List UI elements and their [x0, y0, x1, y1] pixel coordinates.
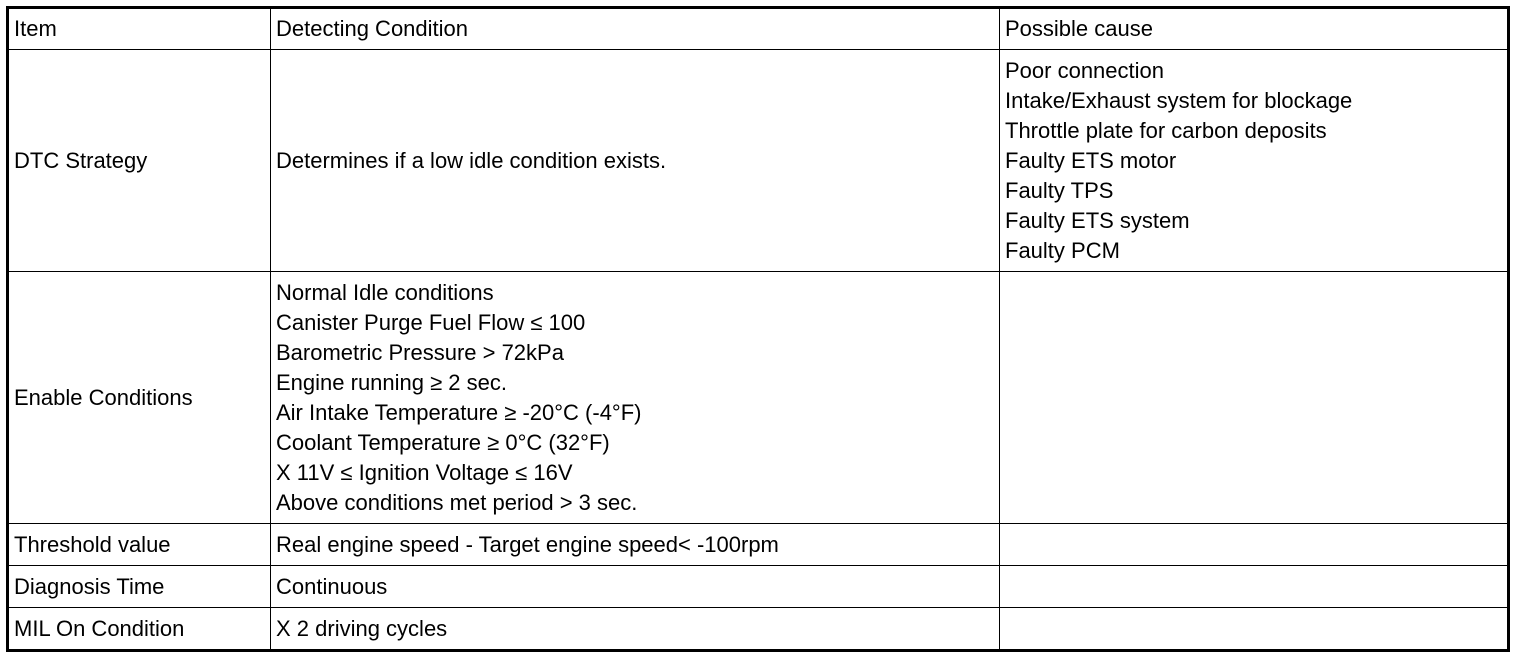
cause-cell	[1000, 566, 1509, 608]
table-row	[8, 524, 1509, 566]
table-row	[8, 566, 1509, 608]
condition-line: X 11V ≤ Ignition Voltage ≤ 16V	[276, 459, 573, 485]
cause-line: Faulty ETS motor	[1005, 147, 1177, 173]
condition-line: Continuous	[276, 573, 388, 599]
cause-cell	[1000, 50, 1509, 272]
condition-line: Determines if a low idle condition exists.	[276, 147, 667, 173]
item-cell: DTC Strategy	[8, 50, 271, 272]
condition-line: Normal Idle conditions	[276, 279, 494, 305]
cause-line: Faulty ETS system	[1005, 207, 1190, 233]
condition-line: Real engine speed - Target engine speed< -100rpm	[276, 531, 779, 557]
cause-line: Faulty TPS	[1005, 177, 1114, 203]
table-row	[8, 272, 1509, 524]
condition-line: Air Intake Temperature ≥ -20°C (-4°F)	[276, 399, 642, 425]
cause-line: Throttle plate for carbon deposits	[1005, 117, 1327, 143]
condition-line: Barometric Pressure > 72kPa	[276, 339, 564, 365]
table-row	[8, 50, 1509, 272]
item-cell: MIL On Condition	[8, 608, 271, 651]
header-detecting-condition: Detecting Condition	[271, 8, 1000, 50]
condition-cell	[271, 524, 1000, 566]
condition-cell	[271, 608, 1000, 651]
condition-cell	[271, 272, 1000, 524]
cause-line: Intake/Exhaust system for blockage	[1005, 87, 1353, 113]
condition-cell	[271, 50, 1000, 272]
cause-cell	[1000, 608, 1509, 651]
cause-line: Faulty PCM	[1005, 237, 1120, 263]
table-header-row	[8, 8, 1509, 50]
condition-line: Above conditions met period > 3 sec.	[276, 489, 638, 515]
cause-line: Poor connection	[1005, 57, 1164, 83]
item-cell: Diagnosis Time	[8, 566, 271, 608]
item-cell: Enable Conditions	[8, 272, 271, 524]
table-row	[8, 608, 1509, 651]
item-cell: Threshold value	[8, 524, 271, 566]
condition-line: Canister Purge Fuel Flow ≤ 100	[276, 309, 586, 335]
condition-line: X 2 driving cycles	[276, 615, 448, 641]
cause-cell	[1000, 272, 1509, 524]
cause-cell	[1000, 524, 1509, 566]
condition-line: Coolant Temperature ≥ 0°C (32°F)	[276, 429, 610, 455]
header-possible-cause: Possible cause	[1000, 8, 1509, 50]
header-item: Item	[8, 8, 271, 50]
diagnostic-spec-table	[6, 6, 1510, 652]
condition-cell	[271, 566, 1000, 608]
condition-line: Engine running ≥ 2 sec.	[276, 369, 507, 395]
